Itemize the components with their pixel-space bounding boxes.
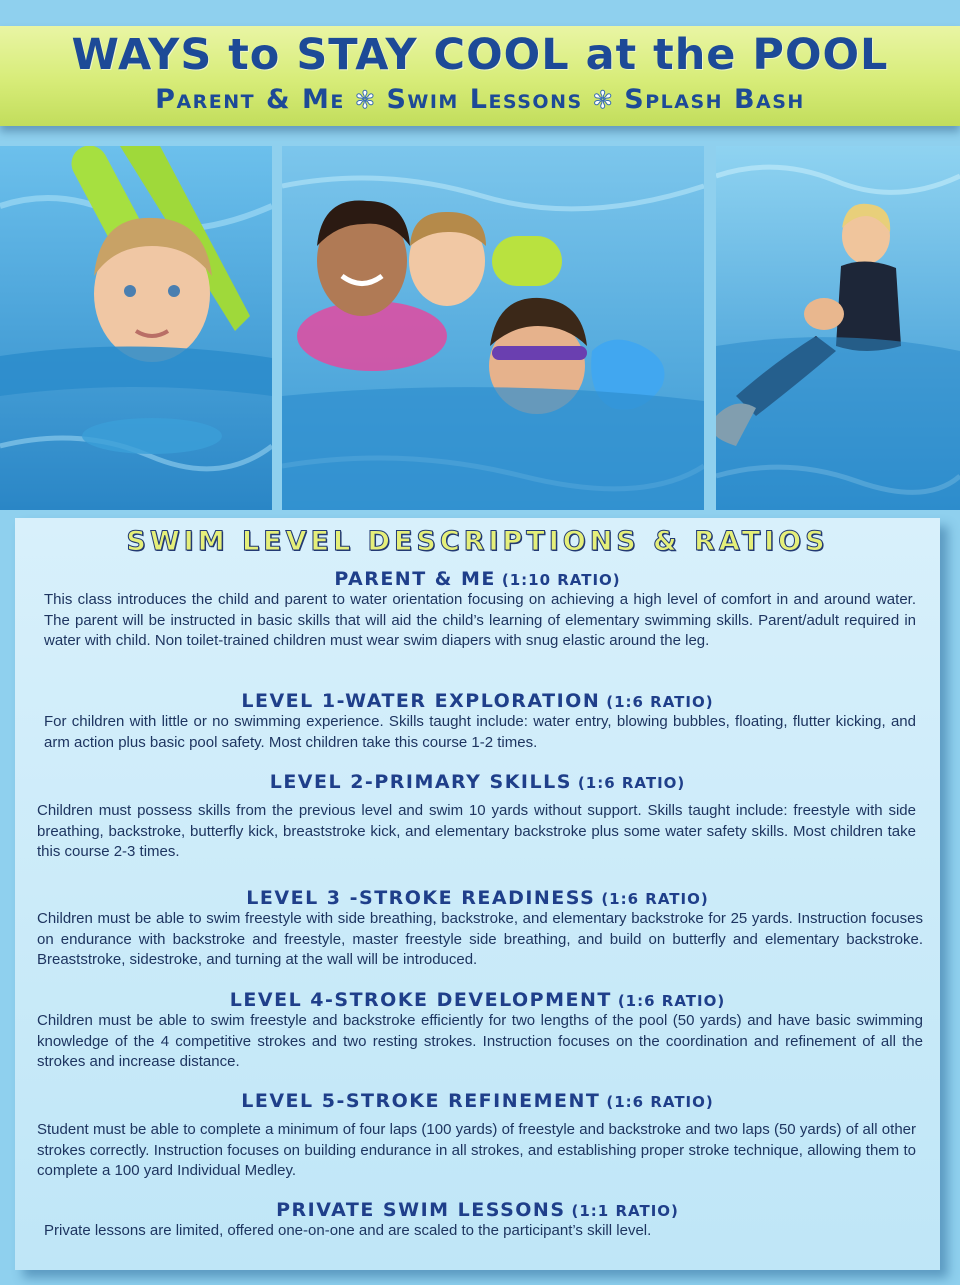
flower-separator-icon: ✼ — [592, 86, 615, 114]
section-heading-level-2: LEVEL 2-PRIMARY SKILLS (1:6 RATIO) — [269, 771, 686, 793]
ratio-label: (1:6 RATIO) — [617, 992, 726, 1010]
program-parent-me: Parent & Me — [155, 84, 345, 115]
section-body-private-lessons: Private lessons are limited, offered one-on-one and are scaled to the participant’s skill level. — [44, 1222, 652, 1239]
section-body-level-5: Student must be able to complete a minimum of four laps (100 yards) of freestyle and backstroke and two laps (50 yards) of all other strokes correctly. Instruction focuses on building endurance in all strokes, and establishing proper stroke technique, allowing them to complete a 100 yard Individual Medley. — [37, 1121, 916, 1179]
section-body-level-1: For children with little or no swimming experience. Skills taught include: water entry, blowing bubbles, floating, flutter kicking, and arm action plus basic pool safety. Most children take this course 1-2 times. — [44, 713, 916, 751]
section-body-level-2: Children must possess skills from the previous level and swim 10 yards without support. Skills taught include: freestyle with side breathing, backstroke, butterfly kick, breaststroke kick, and elementary backstroke plus some water safety skills. Most children take this course 2-3 times. — [37, 802, 916, 860]
swim-level-panel — [15, 518, 940, 1270]
ratio-label: (1:1 RATIO) — [571, 1202, 679, 1220]
program-swim-lessons: Swim Lessons — [386, 84, 583, 115]
section-body-parent-me: This class introduces the child and parent to water orientation focusing on achieving a high level of comfort in and around water. The parent will be instructed in basic skills that will aid the child’s learning of elementary swimming skills. Parent/adult required in water with child. Non toilet-trained children must wear swim diapers with snug elastic around the leg. — [44, 591, 916, 649]
ratio-label: (1:6 RATIO) — [577, 774, 686, 792]
ratio-label: (1:10 RATIO) — [501, 571, 621, 589]
section-heading-level-3: LEVEL 3 -STROKE READINESS (1:6 RATIO) — [246, 887, 709, 909]
section-heading-level-1: LEVEL 1-WATER EXPLORATION (1:6 RATIO) — [241, 690, 714, 712]
program-list — [0, 84, 960, 115]
ratio-label: (1:6 RATIO) — [606, 693, 714, 711]
section-body-level-3: Children must be able to swim freestyle with side breathing, backstroke, and elementary backstroke for 25 yards. Instruction focuses on endurance with backstroke and freestyle, master freestyle side breathing, and build on butterfly and elementary backstroke. Breaststroke, sidestroke, and turning at the wall will be introduced. — [37, 910, 923, 968]
section-heading-parent-me: PARENT & ME (1:10 RATIO) — [334, 568, 621, 590]
section-heading-level-5: LEVEL 5-STROKE REFINEMENT (1:6 RATIO) — [241, 1090, 714, 1112]
title-banner — [0, 26, 960, 126]
section-heading-level-4: LEVEL 4-STROKE DEVELOPMENT (1:6 RATIO) — [229, 989, 726, 1011]
page-title: WAYS to STAY COOL at the POOL — [71, 30, 889, 80]
child-in-pool-photo — [0, 146, 272, 510]
panel-title: SWIM LEVEL DESCRIPTIONS & RATIOS — [126, 526, 829, 557]
instructor-with-children-photo — [282, 146, 704, 510]
section-body-level-4: Children must be able to swim freestyle and backstroke efficiently for two lengths of the pool (50 yards) and have basic swimming knowledge of the 4 competitive strokes and two resting strokes. Instruction focuses on the coordination and refinement of all the strokes and increase distance. — [37, 1012, 923, 1070]
instructor-teaching-float-photo — [716, 146, 960, 510]
flower-separator-icon: ✼ — [354, 86, 377, 114]
ratio-label: (1:6 RATIO) — [601, 890, 709, 908]
section-heading-private-lessons: PRIVATE SWIM LESSONS (1:1 RATIO) — [276, 1199, 679, 1221]
program-splash-bash: Splash Bash — [624, 84, 805, 115]
ratio-label: (1:6 RATIO) — [606, 1093, 714, 1111]
